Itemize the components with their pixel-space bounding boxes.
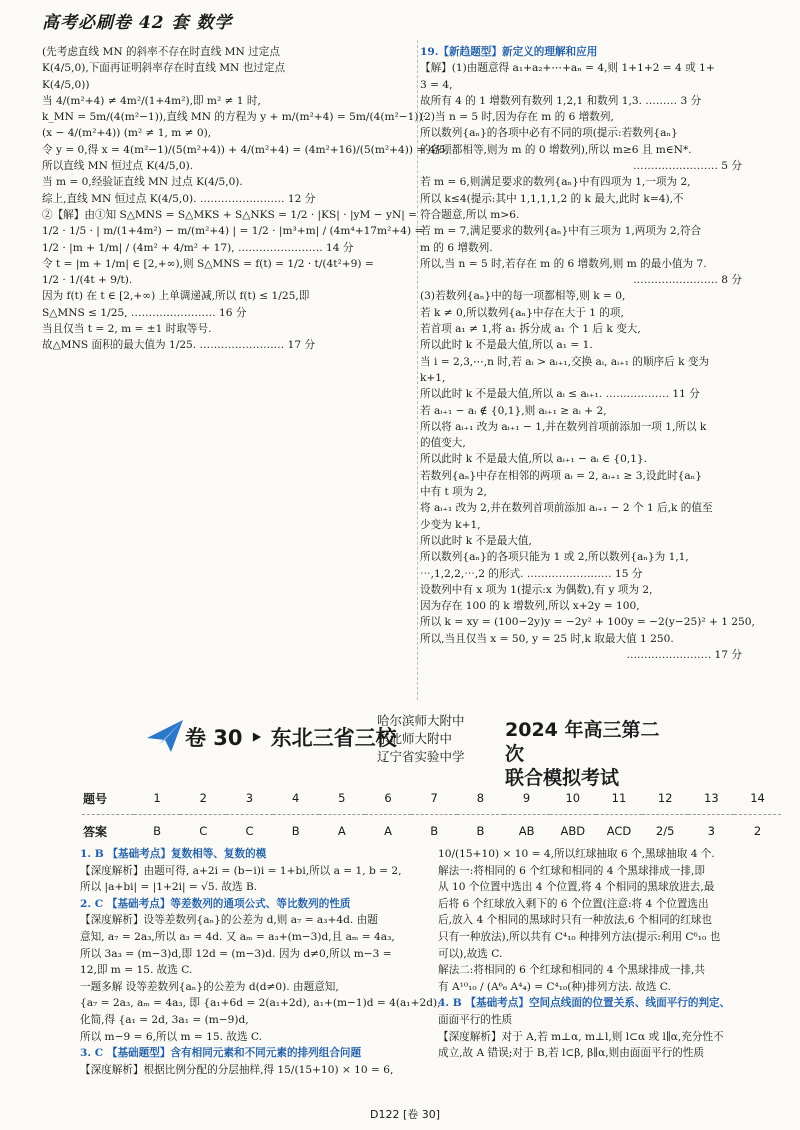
text-line: 所以 k≤4(提示:其中 1,1,1,1,2 的 k 最大,此时 k=4),不 — [420, 192, 684, 205]
text-line: (先考虑直线 MN 的斜率不存在时直线 MN 过定点 — [42, 46, 280, 58]
text-line: 所以数列{aₙ}的各项只能为 1 或 2,所以数列{aₙ}为 1,1, — [420, 551, 689, 564]
text-line: 2. C 【基础考点】等差数列的通项公式、等比数列的性质 — [80, 897, 351, 910]
text-line: 设数列中有 x 项为 1(提示:x 为偶数),有 y 项为 2, — [420, 583, 653, 596]
text-line: 令 t = |m + 1/m| ∈ [2,+∞),则 S△MNS = f(t) = 1/2 · t/(4t²+9) = — [42, 257, 374, 270]
right-column — [420, 44, 755, 663]
text-line: 面面平行的性质 — [438, 1013, 513, 1026]
question-number: 9 — [504, 782, 550, 815]
text-line: 所以,当且仅当 x = 50, y = 25 时,k 取最大值 1 250. — [420, 632, 674, 645]
text-line: 当 4/(m²+4) ≠ 4m²/(1+4m²),即 m² ≠ 1 时, — [42, 94, 261, 107]
text-line: 成立,故 A 错误;对于 B,若 l⊂β, β∥α,则由面面平行的性质 — [438, 1047, 704, 1060]
text-line: 所以 m−9 = 6,所以 m = 15. 故选 C. — [80, 1030, 263, 1043]
question-number: 13 — [688, 782, 734, 815]
answer-cell: ABD — [560, 824, 586, 838]
answer-cell: 3 — [707, 824, 715, 838]
question-number: 8 — [457, 782, 503, 815]
text-line: 12,即 m = 15. 故选 C. — [80, 964, 193, 977]
paper-plane-icon — [145, 716, 185, 756]
answer-cell: 2/5 — [655, 824, 675, 838]
text-line: 3 = 4, — [420, 78, 453, 91]
question-number: 3 — [226, 782, 272, 815]
answer-cell: A — [384, 824, 392, 838]
text-line: 1. B 【基础考点】复数相等、复数的模 — [80, 848, 267, 860]
school-name: 东北师大附中 — [377, 731, 453, 746]
text-line: 可以),故选 C. — [438, 947, 503, 960]
text-line: 若首项 a₁ ≠ 1,将 a₁ 拆分成 a₁ 个 1 后 k 变大, — [420, 323, 641, 336]
text-line: 一题多解 设等差数列{aₙ}的公差为 d(d≠0). 由题意知, — [80, 980, 339, 993]
question-number: 14 — [734, 782, 780, 815]
text-line: 若 aᵢ₊₁ − aᵢ ∉ {0,1},则 aᵢ₊₁ ≥ aᵢ + 2, — [420, 404, 607, 417]
text-line: 后,放入 4 个相同的黑球时只有一种放法,6 个相同的红球也 — [438, 914, 712, 927]
question-number: 7 — [411, 782, 457, 815]
exam-banner — [145, 712, 675, 789]
answer-cell: A — [337, 824, 346, 838]
text-line: ⋯,1,2,2,⋯,2 的形式. …………………… 15 分 — [420, 567, 643, 580]
text-line: ②【解】由①知 S△MNS = S△MKS + S△NKS = 1/2 · |KS| · |yM − yN| = — [42, 208, 418, 221]
text-line: 化简,得 {a₁ = 2d, 3a₁ = (m−9)d, — [80, 1013, 249, 1026]
text-line: S△MNS ≤ 1/25, …………………… 16 分 — [42, 306, 247, 319]
question-number: 6 — [365, 782, 411, 815]
text-line: 若 m = 7,满足要求的数列{aₙ}中有三项为 1,两项为 2,符合 — [420, 225, 702, 238]
text-line: (2)当 n = 5 时,因为存在 m 的 6 增数列, — [420, 111, 614, 124]
text-line: 因为 f(t) 在 t ∈ [2,+∞) 上单调递减,所以 f(t) ≤ 1/25,即 — [42, 290, 310, 303]
text-line: 故所有 4 的 1 增数列有数列 1,2,1 和数列 1,3. ……… 3 分 — [420, 94, 702, 107]
answer-table — [82, 782, 781, 847]
question-number: 4 — [273, 782, 319, 815]
text-line: 10/(15+10) × 10 = 4,所以红球抽取 6 个,黑球抽取 4 个. — [438, 848, 715, 860]
answer-cell: ACD — [606, 824, 632, 838]
text-line: 若 k ≠ 0,所以数列{aₙ}中存在大于 1 的项, — [420, 306, 624, 319]
answer-cell: C — [199, 824, 208, 838]
text-line: 将 aᵢ₊₁ 改为 2,并在数列首项前添加 aᵢ₊₁ − 2 个 1 后,k 的值至 — [420, 502, 713, 515]
answer-cell: AB — [518, 824, 535, 838]
table-answer-label: 答案 — [83, 824, 108, 839]
text-line: 因为存在 100 的 k 增数列,所以 x+2y = 100, — [420, 600, 640, 613]
text-line: 若 m = 6,则满足要求的数列{aₙ}中有四项为 1,一项为 2, — [420, 176, 691, 189]
exam-title — [505, 718, 675, 790]
text-line: 【深度解析】设等差数列{aₙ}的公差为 d,则 a₇ = a₃+4d. 由题 — [80, 914, 378, 927]
text-line: 综上,直线 MN 恒过点 K(4/5,0). …………………… 12 分 — [42, 192, 316, 205]
question-number: 10 — [550, 782, 596, 815]
text-line: 所以此时 k 不是最大值, — [420, 534, 532, 547]
school-name: 辽宁省实验中学 — [377, 749, 465, 764]
text-line: (3)若数列{aₙ}中的每一项都相等,则 k = 0, — [420, 290, 626, 303]
answer-cell: C — [245, 824, 254, 838]
question-number: 5 — [319, 782, 365, 815]
exam-title-line: 联合模拟考试 — [505, 767, 620, 789]
bottom-left-column — [80, 846, 441, 1078]
text-line: 意知, a₇ = 2a₃,所以 a₃ = 4d. 又 aₘ = a₃+(m−3)d,且 aₘ = 4a₃, — [80, 930, 395, 943]
text-line: 故△MNS 面积的最大值为 1/25. …………………… 17 分 — [42, 339, 316, 352]
text-line: 1/2 · |m + 1/m| / (4m² + 4/m² + 17), …………………… 14 分 — [42, 241, 354, 254]
text-line: …………………… 17 分 — [626, 648, 742, 661]
text-line: 当 i = 2,3,⋯,n 时,若 aᵢ > aᵢ₊₁,交换 aᵢ, aᵢ₊₁ 的顺序后 k 变为 — [420, 355, 710, 368]
text-line: 1/2 · 1/5 · | m/(1+4m²) − m/(m²+4) | = 1/2 · |m³+m| / (4m⁴+17m²+4) = — [42, 225, 424, 238]
text-line: {a₇ = 2a₃, aₘ = 4a₃, 即 {a₁+6d = 2(a₁+2d), a₁+(m−1)d = 4(a₁+2d), — [80, 997, 441, 1010]
text-line: 【深度解析】根据比例分配的分层抽样,得 15/(15+10) × 10 = 6, — [80, 1063, 394, 1076]
text-line: 所以此时 k 不是最大值,所以 aᵢ ≤ aᵢ₊₁. ……………… 11 分 — [420, 388, 700, 401]
text-line: K(4/5,0),下面再证明斜率存在时直线 MN 也过定点 — [42, 62, 286, 75]
text-line: 【解】(1)由题意得 a₁+a₂+⋯+aₙ = 4,则 1+1+2 = 4 或 1+ — [420, 62, 715, 75]
text-line: 符合题意,所以 m>6. — [420, 208, 520, 221]
text-line: 少变为 k+1, — [420, 518, 481, 531]
answer-cell: B — [430, 824, 439, 838]
text-line: k+1, — [420, 371, 446, 384]
page-header: 高考必刷卷 42 套 数学 — [42, 13, 233, 33]
text-line: (x − 4/(m²+4)) (m² ≠ 1, m ≠ 0), — [42, 127, 212, 140]
text-line: 所以此时 k 不是最大值,所以 a₁ = 1. — [420, 339, 593, 352]
text-line: 有 A¹⁰₁₀ / (A⁶₆ A⁴₄) = C⁴₁₀(种)排列方法. 故选 C. — [438, 980, 671, 993]
text-line: 所以,当 n = 5 时,若存在 m 的 6 增数列,则 m 的最小值为 7. — [420, 257, 707, 270]
text-line: 后将 6 个红球放入剩下的 6 个位置(注意:将 4 个位置选出 — [438, 897, 709, 910]
column-divider — [417, 40, 418, 700]
text-line: 3. C 【基础题型】含有相同元素和不同元素的排列组合问题 — [80, 1047, 362, 1060]
text-line: 中有 t 项为 2, — [420, 486, 487, 499]
text-line: 的各项都相等,则为 m 的 0 增数列),所以 m≥6 且 m∈N*. — [420, 143, 692, 156]
text-line: 4. B 【基础考点】空间点线面的位置关系、线面平行的判定、 — [438, 997, 731, 1010]
text-line: 所以直线 MN 恒过点 K(4/5,0). — [42, 160, 194, 173]
text-line: …………………… 8 分 — [633, 274, 742, 287]
question-number: 1 — [134, 782, 180, 815]
text-line: 只有一种放法),所以共有 C⁴₁₀ 种排列方法(提示:利用 C⁶₁₀ 也 — [438, 930, 721, 943]
school-list — [377, 712, 465, 766]
table-header-label: 题号 — [82, 782, 134, 815]
answer-cell: B — [291, 824, 300, 838]
exam-title-line: 2024 年高三第二次 — [505, 719, 660, 765]
text-line: 从 10 个位置中选出 4 个位置,将 4 个相同的黑球放进去,最 — [438, 881, 715, 894]
text-line: 解法二:将相同的 6 个红球和相同的 4 个黑球排成一排,共 — [438, 964, 705, 977]
text-line: k_MN = 5m/(4(m²−1)),直线 MN 的方程为 y + m/(m²+4) = 5m/(4(m²−1))· — [42, 111, 427, 124]
text-line: 【深度解析】对于 A,若 m⊥α, m⊥l,则 l⊂α 或 l∥α,充分性不 — [438, 1030, 724, 1043]
school-name: 哈尔滨师大附中 — [377, 713, 465, 728]
text-line: 所以数列{aₙ}的各项中必有不同的项(提示:若数列{aₙ} — [420, 127, 678, 140]
text-line: 解法一:将相同的 6 个红球和相同的 4 个黑球排成一排,即 — [438, 864, 705, 877]
text-line: 所以将 aᵢ₊₁ 改为 aᵢ₊₁ − 1,并在数列首项前添加一项 1,所以 k — [420, 420, 707, 433]
text-line: 19.【新趋题型】新定义的理解和应用 — [420, 46, 598, 58]
page-footer: D122 [卷 30] — [370, 1108, 441, 1121]
paper-title: 卷 30 ‣ 东北三省三校 — [185, 726, 397, 750]
text-line: 所以 k = xy = (100−2y)y = −2y² + 100y = −2(y−25)² + 1 250, — [420, 616, 755, 629]
answer-cell: B — [153, 824, 162, 838]
question-number: 2 — [180, 782, 226, 815]
bottom-right-column — [438, 846, 768, 1062]
text-line: 【深度解析】由题可得, a+2i = (b−i)i = 1+bi,所以 a = 1, b = 2, — [80, 864, 402, 877]
text-line: 的值变大, — [420, 437, 466, 450]
text-line: 当且仅当 t = 2, m = ±1 时取等号. — [42, 323, 212, 336]
text-line: K(4/5,0)) — [42, 78, 90, 91]
answer-cell: 2 — [753, 824, 762, 838]
text-line: 1/2 · 1/(4t + 9/t). — [42, 274, 133, 287]
text-line: 若数列{aₙ}中存在相邻的两项 aᵢ = 2, aᵢ₊₁ ≥ 3,设此时{aₙ} — [420, 469, 702, 482]
text-line: 所以 3a₃ = (m−3)d,即 12d = (m−3)d. 因为 d≠0,所以 m−3 = — [80, 947, 392, 960]
text-line: 当 m = 0,经验证直线 MN 过点 K(4/5,0). — [42, 176, 243, 189]
text-line: 所以 |a+bi| = |1+2i| = √5. 故选 B. — [80, 881, 258, 894]
text-line: m 的 6 增数列. — [420, 241, 493, 254]
question-number: 11 — [596, 782, 642, 815]
question-number: 12 — [642, 782, 688, 815]
answer-cell: B — [476, 824, 485, 838]
text-line: 所以此时 k 不是最大值,所以 aᵢ₊₁ − aᵢ ∈ {0,1}. — [420, 453, 648, 466]
text-line: 令 y = 0,得 x = 4(m²−1)/(5(m²+4)) + 4/(m²+4) = (4m²+16)/(5(m²+4)) = 4/5, — [42, 143, 450, 156]
text-line: …………………… 5 分 — [633, 160, 742, 173]
